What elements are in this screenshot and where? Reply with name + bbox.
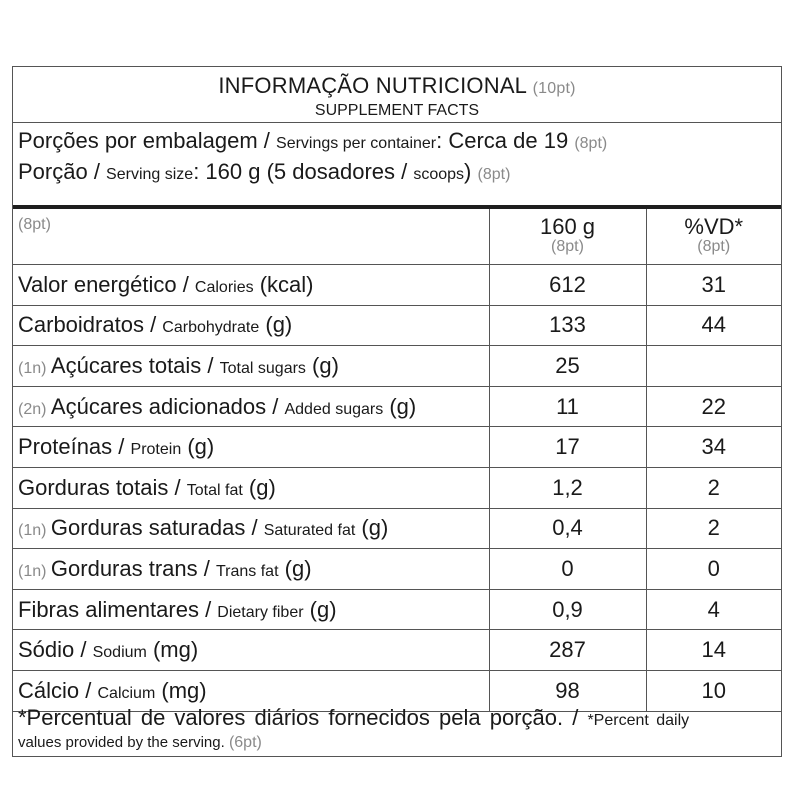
table-row [13, 589, 781, 630]
nutrient-name-pt: Gorduras totais / [18, 474, 187, 500]
nutrient-label-cell [13, 467, 489, 508]
table-row [13, 346, 781, 387]
nutrient-daily-value: 2 [646, 508, 781, 549]
nutrient-unit: (mg) [146, 637, 199, 663]
nutrient-label-cell [13, 305, 489, 346]
nutrient-footnote-ref: (1n) [18, 562, 51, 580]
servings-per-container-value: : Cerca de 19 [436, 128, 575, 153]
serving-size-size-note: (8pt) [477, 166, 511, 183]
nutrient-footnote-ref: (1n) [18, 522, 51, 540]
footnote-line-1 [18, 705, 781, 734]
header-vd: %VD* [684, 214, 744, 239]
nutrient-name-en: Carbohydrate [162, 319, 260, 337]
table-row [13, 427, 781, 468]
nutrient-daily-value: 31 [646, 265, 781, 306]
nutrient-amount: 0,9 [489, 589, 646, 630]
nutrient-name-pt: Valor energético / [18, 271, 195, 297]
footnote-en: *Percent daily [587, 712, 690, 729]
nutrient-unit: (g) [181, 434, 215, 460]
title-size-note: (10pt) [532, 80, 576, 97]
nutrient-name-pt: Fibras alimentares / [18, 596, 218, 622]
nutrient-amount: 98 [489, 670, 646, 711]
nutrient-name-pt: Açúcares totais / [50, 352, 220, 378]
nutrient-unit: (g) [355, 515, 389, 541]
header-vd-cell [646, 209, 781, 265]
nutrient-amount: 0 [489, 549, 646, 590]
nutrient-name-pt: Proteínas / [18, 434, 131, 460]
nutrient-label-cell [13, 630, 489, 671]
footnote-pt: *Percentual de valores diários fornecidos pela porção. / [18, 705, 588, 730]
nutrient-name-pt: Gorduras trans / [50, 555, 216, 581]
nutrient-amount: 133 [489, 305, 646, 346]
nutrient-name-en: Trans fat [215, 562, 279, 580]
nutrient-name-pt: Sódio / [18, 637, 93, 663]
nutrient-name-en: Calories [194, 278, 254, 296]
nutrient-amount: 287 [489, 630, 646, 671]
serving-size [18, 158, 781, 189]
footnote-block [13, 702, 781, 756]
nutrition-title [13, 73, 781, 102]
serving-size-en: Serving size [106, 166, 194, 183]
nutrition-table [13, 209, 781, 712]
header-amount-size-note: (8pt) [551, 238, 584, 255]
nutrient-daily-value: 34 [646, 427, 781, 468]
nutrient-label-cell [13, 508, 489, 549]
nutrient-unit: (g) [242, 474, 276, 500]
nutrient-label-cell [13, 346, 489, 387]
nutrient-unit: (g) [383, 393, 417, 419]
nutrient-name-en: Total fat [186, 481, 243, 499]
nutrient-label-cell [13, 549, 489, 590]
nutrient-label-cell [13, 427, 489, 468]
nutrient-daily-value: 22 [646, 386, 781, 427]
nutrient-amount: 1,2 [489, 467, 646, 508]
servings-block [13, 123, 781, 209]
nutrient-amount: 25 [489, 346, 646, 387]
nutrient-name-en: Dietary fiber [217, 603, 304, 621]
header-label-size-note: (8pt) [18, 216, 51, 233]
nutrient-unit: (g) [259, 312, 293, 338]
nutrient-footnote-ref: (1n) [18, 359, 51, 377]
nutrient-amount: 0,4 [489, 508, 646, 549]
nutrient-label-cell [13, 589, 489, 630]
table-row [13, 386, 781, 427]
footnote-line-2 [18, 734, 781, 752]
footnote-size-note: (6pt) [228, 734, 262, 751]
nutrient-name-en: Saturated fat [263, 522, 356, 540]
table-row [13, 630, 781, 671]
nutrient-daily-value: 44 [646, 305, 781, 346]
table-row [13, 508, 781, 549]
serving-size-value: : 160 g (5 dosadores / [193, 159, 414, 184]
header-label-cell [13, 209, 489, 265]
nutrient-daily-value: 4 [646, 589, 781, 630]
nutrient-amount: 11 [489, 386, 646, 427]
table-header-row [13, 209, 781, 265]
nutrition-facts-panel [12, 66, 782, 757]
nutrient-name-pt: Açúcares adicionados / [50, 393, 285, 419]
nutrient-unit: (g) [278, 555, 312, 581]
table-row [13, 549, 781, 590]
nutrient-unit: (g) [303, 596, 337, 622]
nutrient-daily-value: 2 [646, 467, 781, 508]
nutrient-name-pt: Carboidratos / [18, 312, 163, 338]
servings-per-container [18, 127, 781, 158]
nutrient-daily-value: 14 [646, 630, 781, 671]
nutrient-name-en: Total sugars [219, 359, 306, 377]
header-amount-cell [489, 209, 646, 265]
serving-size-close: ) [464, 159, 478, 184]
header-vd-size-note: (8pt) [697, 238, 731, 255]
servings-per-container-pt: Porções por embalagem / [18, 128, 277, 153]
supplement-facts-subtitle: SUPPLEMENT FACTS [314, 102, 480, 119]
servings-per-container-size-note: (8pt) [574, 135, 608, 152]
nutrient-name-en: Added sugars [284, 400, 384, 418]
nutrient-unit: (kcal) [253, 271, 314, 297]
nutrient-daily-value [646, 346, 781, 387]
serving-size-scoops: scoops [413, 166, 465, 183]
serving-size-pt: Porção / [18, 159, 107, 184]
nutrient-amount: 612 [489, 265, 646, 306]
nutrient-footnote-ref: (2n) [18, 400, 51, 418]
nutrient-name-pt: Cálcio / [18, 677, 98, 703]
nutrient-unit: (g) [305, 352, 339, 378]
nutrition-title-block [13, 67, 781, 123]
nutrient-amount: 17 [489, 427, 646, 468]
table-row [13, 467, 781, 508]
servings-per-container-en: Servings per container [276, 135, 437, 152]
nutrient-name-en: Sodium [92, 644, 147, 662]
table-row [13, 265, 781, 306]
nutrient-unit: (mg) [155, 677, 207, 703]
nutrient-name-en: Protein [130, 441, 182, 459]
header-amount: 160 g [539, 214, 596, 239]
title-main-text: INFORMAÇÃO NUTRICIONAL [218, 73, 527, 98]
nutrient-label-cell [13, 265, 489, 306]
table-row [13, 305, 781, 346]
footnote-line-2-text: values provided by the serving. [18, 734, 229, 751]
nutrient-label-cell [13, 386, 489, 427]
nutrient-daily-value: 10 [646, 670, 781, 711]
nutrient-name-en: Calcium [97, 684, 156, 702]
nutrient-daily-value: 0 [646, 549, 781, 590]
nutrient-name-pt: Gorduras saturadas / [50, 515, 264, 541]
